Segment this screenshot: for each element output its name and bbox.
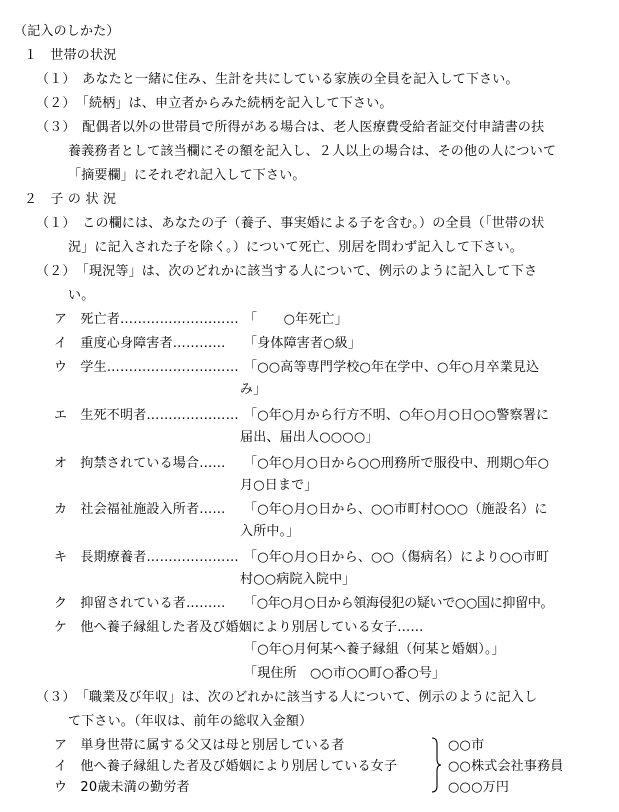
section2-item3-line2: て下さい。（年収は、前年の総収入金額） <box>68 714 313 729</box>
example-ke-label: ケ 他へ養子縁組した者及び婚姻により別居している女子…… <box>54 620 424 635</box>
section1-item3-line2: 養義務者として該当欄にその額を記入し、２人以上の場合は、その他の人について <box>68 144 557 159</box>
example-ki-text2: 村○○病院入院中」 <box>240 572 356 587</box>
example-u-label: ウ 学生………………………… <box>54 360 239 375</box>
section1-item3-line1: （３） 配偶者以外の世帯員で所得がある場合は、老人医療費受給者証交付申請書の扶 <box>36 120 545 135</box>
example-i-label: イ 重度心身障害者………… <box>54 336 226 351</box>
example-a-text: 「 ○年死亡」 <box>244 312 348 327</box>
list-value-1: ○○市 <box>448 738 485 753</box>
example-o-text2: 月○日まで」 <box>240 478 318 493</box>
section1-title: １ 世帯の状況 <box>24 48 117 63</box>
section1-item1: （１） あなたと一緒に住み、生計を共にしている家族の全員を記入して下さい。 <box>36 72 519 87</box>
section1-item3-line3: 「摘要欄」にそれぞれ記入して下さい。 <box>68 168 306 183</box>
section2-item1-line1: （１） この欄には、あなたの子（養子、事実婚による子を含む。）の全員（「世帯の状 <box>36 216 545 231</box>
example-e-label: エ 生死不明者………………… <box>54 408 239 423</box>
section2-item2-line2: い。 <box>68 288 95 303</box>
list-item-u: ウ 20歳未満の勤労者 <box>54 780 190 795</box>
example-ka-label: カ 社会福祉施設入所者…… <box>54 502 226 517</box>
example-e-text2: 届出、届出人○○○○」 <box>240 430 379 445</box>
example-u-text1: 「○○高等専門学校○年在学中、○年○月卒業見込 <box>244 360 540 375</box>
section1-item2: （２） 「続柄」は、申立者からみた続柄を記入して下さい。 <box>36 96 393 111</box>
list-value-3: ○○○万円 <box>448 780 510 795</box>
curly-brace-icon <box>430 737 442 793</box>
example-ka-text2: 入所中。」 <box>240 524 300 539</box>
list-item-a: ア 単身世帯に属する父又は母と別居している者 <box>54 738 345 753</box>
example-e-text1: 「○年○月から行方不明、○年○月○日○○警察署に <box>244 408 550 423</box>
section2-item2-line1: （２） 「現況等」は、次のどれかに該当する人について、例示のように記入して下さ <box>36 264 538 279</box>
heading: （記入のしかた） <box>14 24 120 39</box>
example-o-text1: 「○年○月○日から○○刑務所で服役中、刑期○年○ <box>244 456 550 471</box>
section2-item3-line1: （３） 「職業及び年収」は、次のどれかに該当する人について、例示のように記入し <box>36 690 538 705</box>
example-o-label: オ 拘禁されている場合…… <box>54 456 226 471</box>
example-ke-text2: 「現住所 ○○市○○町○番○号」 <box>244 666 446 681</box>
section2-item1-line2: 況」に記入された子を除く。）について死亡、別居を問わず記入して下さい。 <box>68 240 523 255</box>
example-ki-text1: 「○年○月○日から、○○（傷病名）により○○市町 <box>244 550 550 565</box>
example-ka-text1: 「○年○月○日から、○○市町村○○○（施設名）に <box>244 502 548 517</box>
example-ke-text1: 「○年○月何某へ養子縁組（何某と婚姻）。」 <box>244 642 505 657</box>
example-ki-label: キ 長期療養者………………… <box>54 550 239 565</box>
example-u-text2: み」 <box>240 382 267 397</box>
example-ku-label: ク 抑留されている者……… <box>54 596 226 611</box>
list-value-2: ○○株式会社事務員 <box>448 759 564 774</box>
section2-title: ２ 子 の 状 況 <box>24 192 117 207</box>
example-a-label: ア 死亡者……………………… <box>54 312 239 327</box>
example-i-text: 「身体障害者○級」 <box>244 336 362 351</box>
list-item-i: イ 他へ養子縁組した者及び婚姻により別居している女子 <box>54 759 398 774</box>
example-ku-text: 「○年○月○日から領海侵犯の疑いで○○国に抑留中。 <box>244 596 554 611</box>
